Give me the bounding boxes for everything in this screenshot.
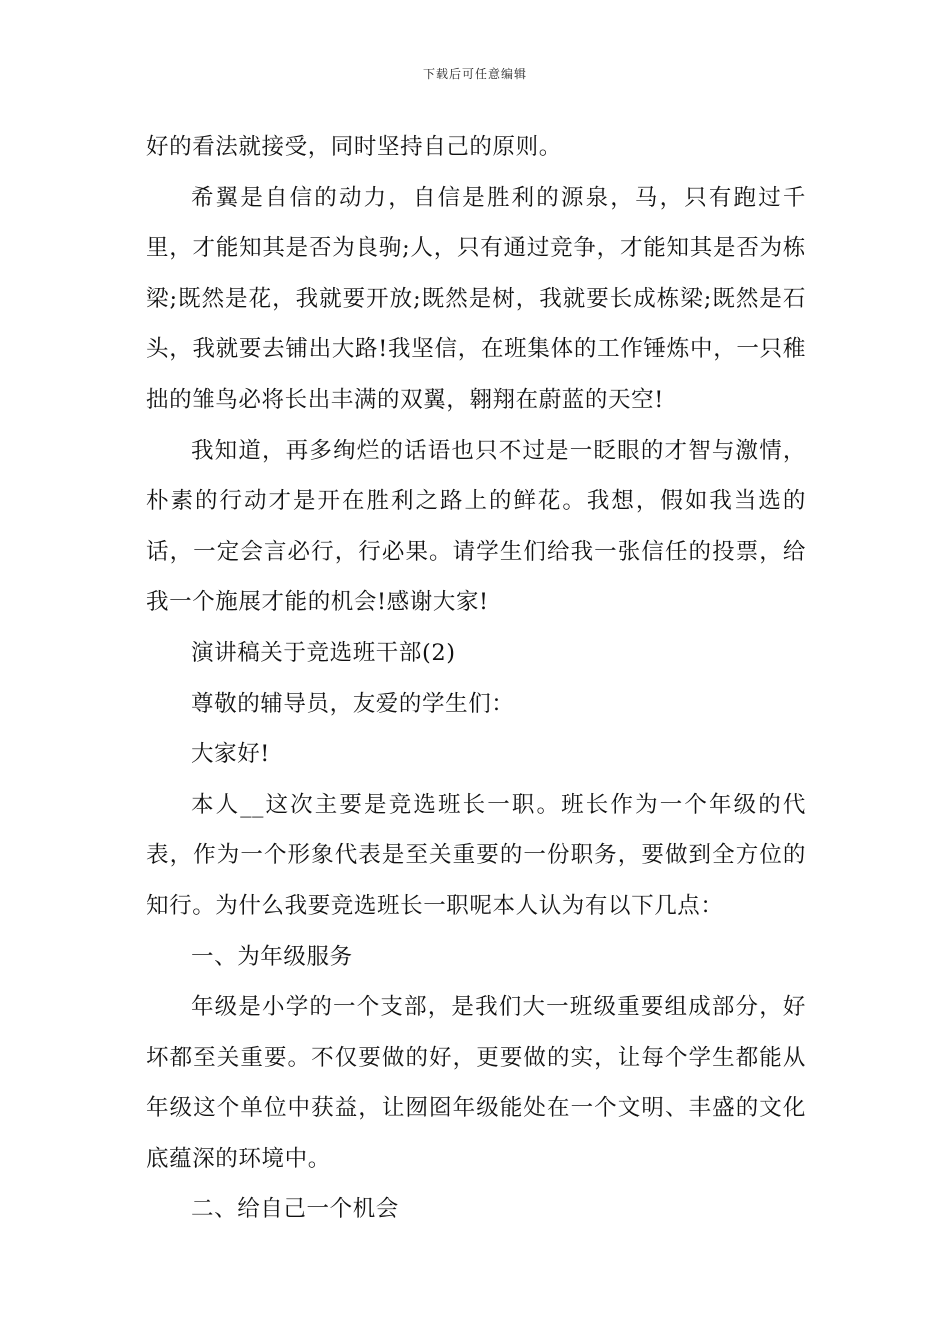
section-title: 演讲稿关于竞选班干部(2) — [191, 639, 456, 666]
document-body — [146, 122, 806, 1235]
paragraph: 年级是小学的一个支部，是我们大一班级重要组成部分，好坏都至关重要。不仅要做的好，更要做的实，让每个学生都能从年级这个单位中获益，让囫囵年级能处在一个文明、丰盛的文化底蕴深的环境中。 — [146, 994, 806, 1172]
paragraph: 本人__这次主要是竞选班长一职。班长作为一个年级的代表，作为一个形象代表是至关重要的一份职务，要做到全方位的知行。为什么我要竞选班长一职呢本人认为有以下几点： — [146, 791, 806, 919]
salutation: 尊敬的辅导员，友爱的学生们： — [191, 690, 515, 717]
page-header: 下载后可任意编辑 — [422, 67, 527, 81]
greeting: 大家好! — [191, 741, 270, 768]
paragraph: 我知道，再多绚烂的话语也只不过是一眨眼的才智与激情，朴素的行动才是开在胜利之路上的鲜花。我想，假如我当选的话，一定会言必行，行必果。请学生们给我一张信任的投票，给我一个施展才能的机会!感谢大家! — [146, 437, 806, 616]
paragraph: 希翼是自信的动力，自信是胜利的源泉，马，只有跑过千里，才能知其是否为良驹;人，只有通过竞争，才能知其是否为栋梁;既然是花，我就要开放;既然是树，我就要长成栋梁;既然是石头，我就要去铺出大路!我坚信，在班集体的工作锤炼中，一只稚拙的雏鸟必将长出丰满的双翼，翱翔在蔚蓝的天空! — [146, 184, 806, 413]
list-heading: 二、给自己一个机会 — [191, 1196, 399, 1223]
list-heading: 一、为年级服务 — [191, 943, 353, 970]
paragraph: 好的看法就接受，同时坚持自己的原则。 — [146, 134, 562, 160]
